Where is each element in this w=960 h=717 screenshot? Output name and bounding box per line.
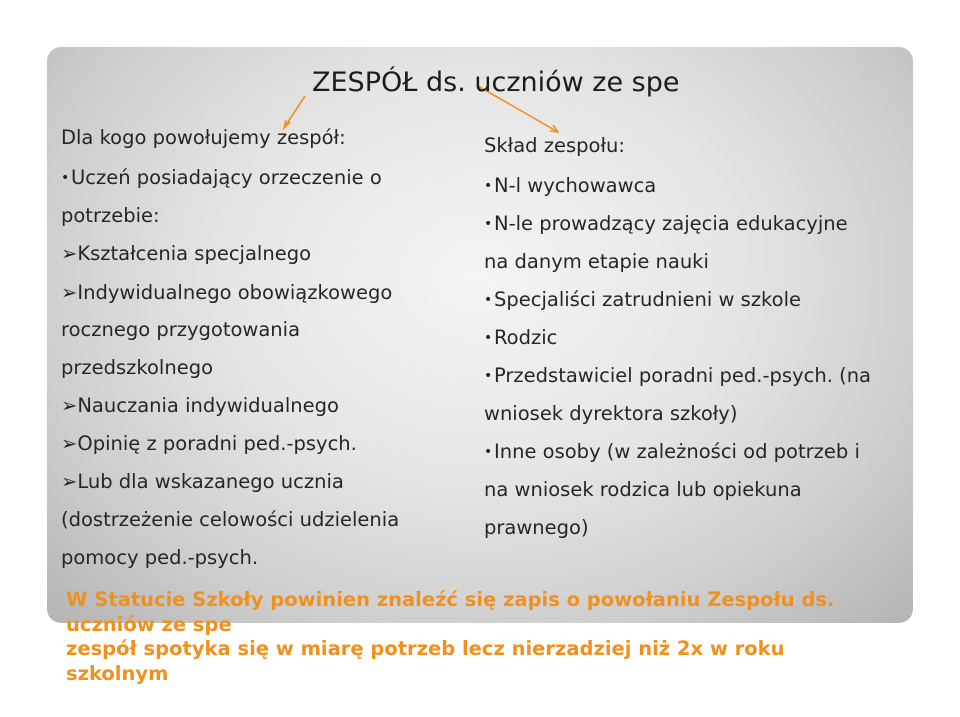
bullet-dot-icon: • [484, 368, 493, 384]
bullet-dot-icon: • [61, 170, 70, 186]
right-heading: Skład zespołu: [484, 134, 625, 157]
footer-line-1: W Statucie Szkoły powinien znaleźć się zapis o powołaniu Zespołu ds. [66, 588, 835, 611]
right-line-4: •Specjaliści zatrudnieni w szkole [484, 288, 801, 311]
right-line-9: na wniosek rodzica lub opiekuna [484, 478, 802, 501]
footer-line-4: szkolnym [66, 662, 169, 685]
right-line-6: •Przedstawiciel poradni ped.-psych. (na [484, 364, 872, 387]
bullet-dot-icon: • [484, 216, 493, 232]
footer-meeting-note [66, 636, 785, 686]
left-line-10: (dostrzeżenie celowości udzielenia [61, 508, 400, 531]
left-line-3: ➢Kształcenia specjalnego [61, 242, 312, 265]
bullet-dot-icon: • [484, 330, 493, 346]
arrowhead-bullet-icon: ➢ [61, 394, 78, 417]
left-line-9: ➢Lub dla wskazanego ucznia [61, 470, 344, 493]
left-line-1: •Uczeń posiadający orzeczenie o [61, 166, 382, 189]
right-line-5: •Rodzic [484, 326, 558, 349]
right-line-8: •Inne osoby (w zależności od potrzeb i [484, 440, 860, 463]
slide-title: ZESPÓŁ ds. uczniów ze spe [312, 67, 680, 98]
arrowhead-bullet-icon: ➢ [61, 242, 78, 265]
arrowhead-bullet-icon: ➢ [61, 281, 78, 304]
right-line-1: •N-l wychowawca [484, 174, 657, 197]
bullet-dot-icon: • [484, 178, 493, 194]
left-line-11: pomocy ped.-psych. [61, 546, 259, 569]
right-line-10: prawnego) [484, 516, 589, 539]
footer-line-2: uczniów ze spe [66, 613, 232, 636]
right-line-7: wniosek dyrektora szkoły) [484, 402, 738, 425]
left-line-7: ➢Nauczania indywidualnego [61, 394, 339, 417]
left-line-5: rocznego przygotowania [61, 318, 301, 341]
footer-statute-note [66, 587, 834, 637]
right-line-3: na danym etapie nauki [484, 250, 709, 273]
bullet-dot-icon: • [484, 444, 493, 460]
right-line-2: •N-le prowadzący zajęcia edukacyjne [484, 212, 848, 235]
left-line-2: potrzebie: [61, 204, 160, 227]
left-heading: Dla kogo powołujemy zespół: [61, 126, 346, 149]
left-line-4: ➢Indywidualnego obowiązkowego [61, 281, 393, 304]
footer-line-3: zespół spotyka się w miarę potrzeb lecz nierzadziej niż 2x w roku [66, 637, 785, 660]
arrowhead-bullet-icon: ➢ [61, 470, 78, 493]
left-line-6: przedszkolnego [61, 356, 214, 379]
bullet-dot-icon: • [484, 292, 493, 308]
left-line-8: ➢Opinię z poradni ped.-psych. [61, 432, 357, 455]
arrow-connector-icon [284, 96, 305, 128]
arrowhead-bullet-icon: ➢ [61, 432, 78, 455]
